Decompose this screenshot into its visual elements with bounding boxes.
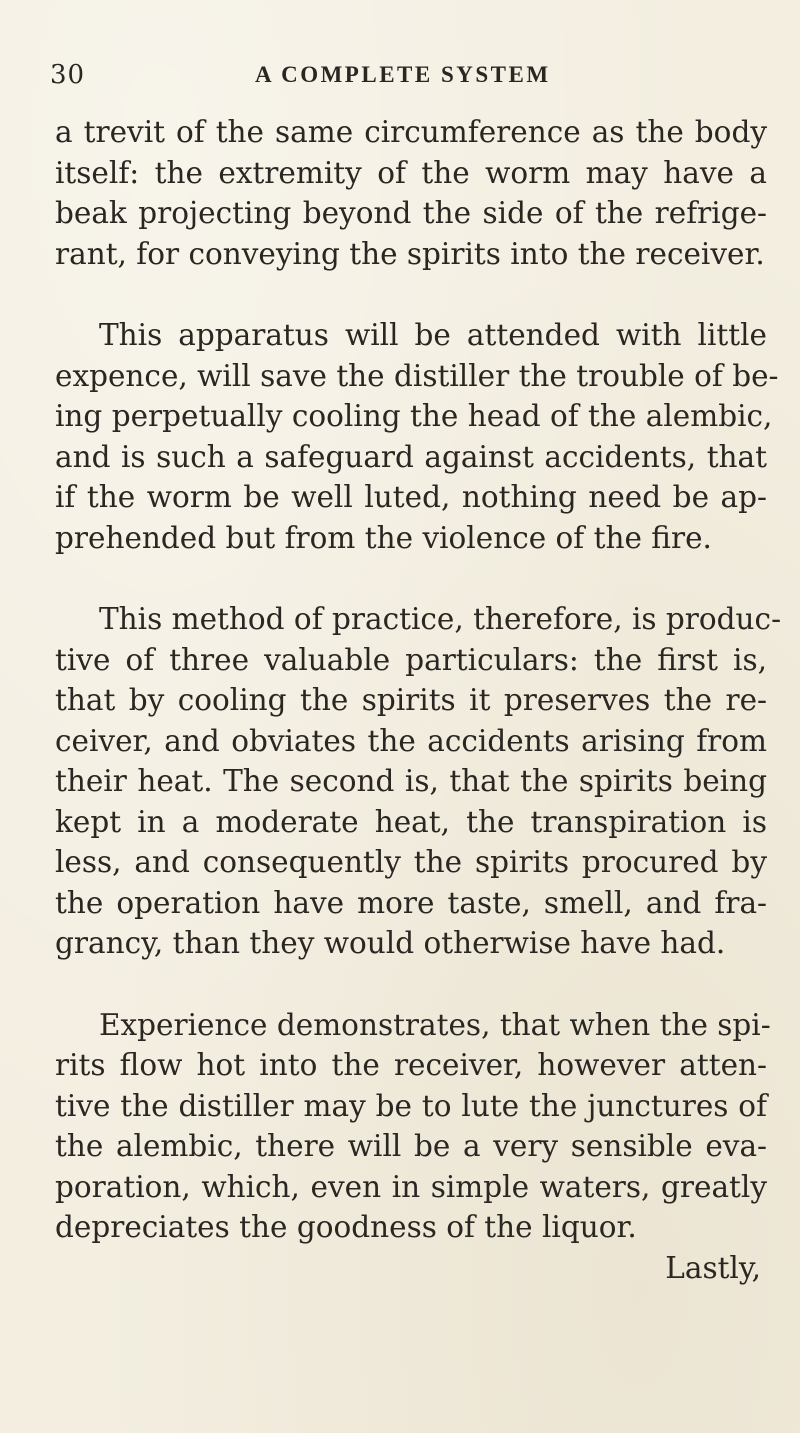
body-text bbox=[55, 112, 782, 1288]
running-title: A COMPLETE SYSTEM bbox=[255, 62, 551, 87]
paragraph bbox=[55, 599, 782, 964]
paragraph bbox=[55, 315, 779, 558]
text-line: less, and consequently the spirits procured by bbox=[55, 845, 767, 879]
text-line: beak projecting beyond the side of the refrige- bbox=[55, 196, 767, 230]
text-line: ceiver, and obviates the accidents arising from bbox=[55, 723, 767, 758]
text-line: This method of practice, therefore, is produc- bbox=[99, 602, 782, 636]
text-line: kept in a moderate heat, the transpiration is bbox=[55, 804, 767, 839]
text-line: itself: the extremity of the worm may have a bbox=[55, 155, 767, 190]
paragraph-gap bbox=[55, 558, 767, 599]
text-line: that by cooling the spirits it preserves the re- bbox=[55, 683, 767, 717]
text-line: tive of three valuable particulars: the first is, bbox=[55, 642, 767, 677]
catchword: Lastly, bbox=[665, 1250, 761, 1285]
text-line: rits flow hot into the receiver, however atten- bbox=[55, 1048, 767, 1082]
paragraph-gap bbox=[55, 964, 767, 1005]
text-line: the alembic, there will be a very sensible eva- bbox=[55, 1129, 767, 1163]
text-line: tive the distiller may be to lute the junctures of bbox=[55, 1088, 767, 1123]
text-line: Experience demonstrates, that when the spi- bbox=[99, 1007, 771, 1042]
text-line: if the worm be well luted, nothing need be ap- bbox=[55, 480, 767, 514]
text-line: grancy, than they would otherwise have had. bbox=[55, 926, 726, 960]
paragraph bbox=[55, 112, 767, 274]
running-head bbox=[50, 60, 770, 94]
text-line: rant, for conveying the spirits into the receiver. bbox=[55, 236, 765, 271]
text-line: and is such a safeguard against accidents, that bbox=[55, 439, 767, 474]
text-line: the operation have more taste, smell, and fra- bbox=[55, 885, 767, 920]
text-line: their heat. The second is, that the spirits being bbox=[55, 764, 767, 798]
text-line: expence, will save the distiller the trouble of be- bbox=[55, 358, 779, 393]
page-number: 30 bbox=[50, 60, 86, 90]
text-line: prehended but from the violence of the fire. bbox=[55, 520, 712, 555]
text-line: a trevit of the same circumference as the body bbox=[55, 115, 767, 149]
paragraph bbox=[55, 1005, 771, 1248]
text-line: ing perpetually cooling the head of the alembic, bbox=[55, 399, 773, 433]
text-line: This apparatus will be attended with little bbox=[99, 318, 767, 352]
paragraph-gap bbox=[55, 274, 767, 315]
text-line: depreciates the goodness of the liquor. bbox=[55, 1210, 637, 1244]
text-line: poration, which, even in simple waters, greatly bbox=[55, 1169, 767, 1204]
